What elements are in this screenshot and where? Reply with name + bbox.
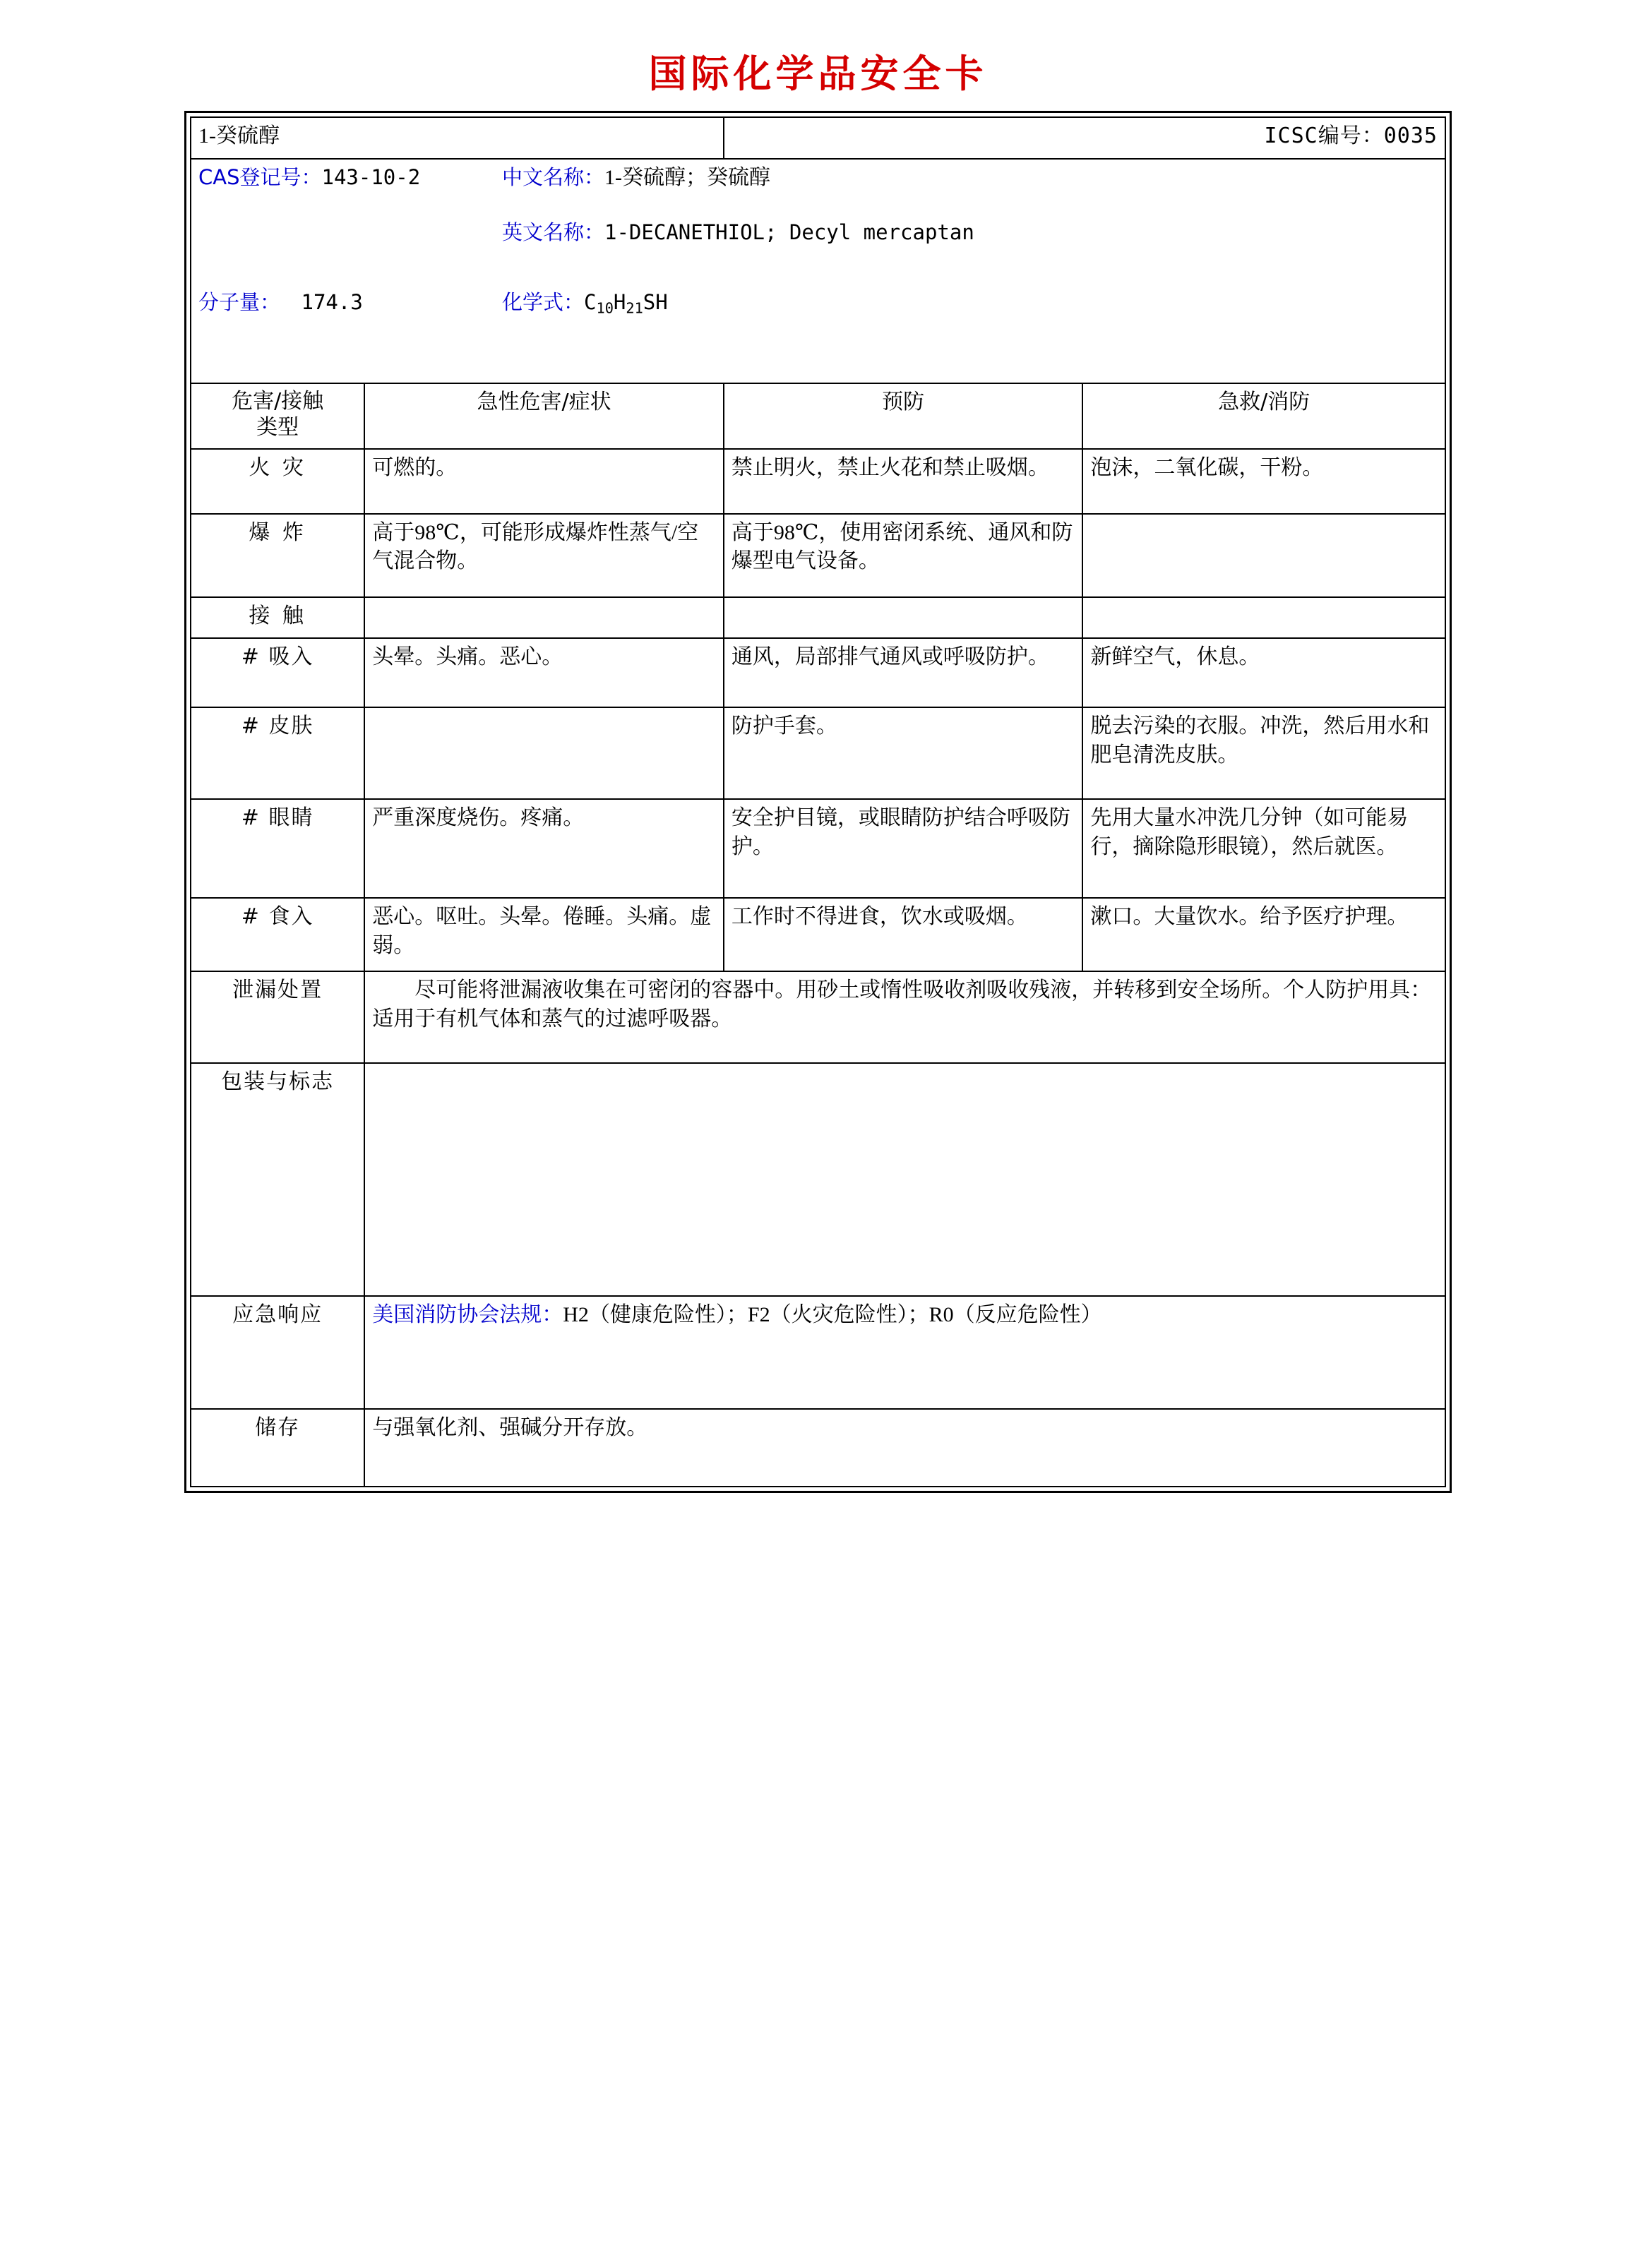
nfpa-values: H2（健康危险性）；F2（火灾危险性）；R0（反应危险性） (563, 1303, 1102, 1326)
column-header-prevention: 预防 (724, 383, 1083, 449)
table-row-eyes (191, 799, 1445, 898)
table-row-ingestion (191, 898, 1445, 971)
inhalation-prevention: 通风，局部排气通风或呼吸防护。 (724, 638, 1083, 707)
row-label-explosion: 爆 炸 (191, 514, 364, 597)
section-label-emergency: 应急响应 (191, 1296, 364, 1409)
fire-firstaid: 泡沫，二氧化碳，干粉。 (1082, 449, 1445, 514)
section-label-packaging: 包装与标志 (191, 1063, 364, 1296)
section-label-storage: 储存 (191, 1409, 364, 1487)
cas-label: CAS登记号： (198, 164, 322, 189)
ingestion-acute: 恶心。呕吐。头晕。倦睡。头痛。虚弱。 (364, 898, 724, 971)
identification-block (191, 159, 1445, 383)
molecular-weight-label: 分子量： (198, 289, 281, 314)
table-row-fire (191, 449, 1445, 514)
substance-name-top: 1-癸硫醇 (191, 117, 724, 159)
identification-row (191, 159, 1445, 383)
en-name-label: 英文名称： (502, 220, 605, 244)
cn-name-label: 中文名称： (502, 164, 605, 189)
table-row-skin (191, 707, 1445, 799)
table-row-exposure (191, 597, 1445, 639)
formula-sub-10: 10 (596, 299, 614, 317)
eyes-firstaid: 先用大量水冲洗几分钟（如可能易行，摘除隐形眼镜），然后就医。 (1082, 799, 1445, 898)
section-row-packaging (191, 1063, 1445, 1296)
packaging-text (364, 1063, 1445, 1296)
ingestion-firstaid: 漱口。大量饮水。给予医疗护理。 (1082, 898, 1445, 971)
icsc-number: 0035 (1383, 124, 1438, 148)
row-label-fire: 火 灾 (191, 449, 364, 514)
row-label-eyes: # 眼睛 (191, 799, 364, 898)
formula-part-c: C (584, 289, 597, 314)
row-label-inhalation: # 吸入 (191, 638, 364, 707)
section-row-storage (191, 1409, 1445, 1487)
safety-card-table (190, 116, 1446, 1487)
eyes-acute: 严重深度烧伤。疼痛。 (364, 799, 724, 898)
exposure-firstaid (1082, 597, 1445, 639)
exposure-prevention (724, 597, 1083, 639)
row-label-skin: # 皮肤 (191, 707, 364, 799)
formula-group (502, 289, 1438, 318)
row-label-exposure: 接 触 (191, 597, 364, 639)
cas-value: 143-10-2 (321, 164, 421, 189)
column-header-hazard-type (191, 383, 364, 449)
column-header-firstaid: 急救/消防 (1082, 383, 1445, 449)
molecular-weight-value: 174.3 (301, 289, 363, 314)
formula-label: 化学式： (502, 289, 585, 314)
formula-sub-21: 21 (626, 299, 643, 317)
nfpa-label: 美国消防协会法规： (372, 1302, 563, 1327)
formula-part-h: H (613, 289, 626, 314)
inhalation-acute: 头晕。头痛。恶心。 (364, 638, 724, 707)
formula-value (584, 289, 668, 317)
emergency-text-cell (364, 1296, 1445, 1409)
fire-acute: 可燃的。 (364, 449, 724, 514)
cn-name-value: 1-癸硫醇；癸硫醇 (604, 165, 771, 189)
hazard-type-line1: 危害/接触 (232, 388, 324, 414)
section-row-spill (191, 971, 1445, 1063)
formula-part-sh: SH (643, 289, 668, 314)
skin-prevention: 防护手套。 (724, 707, 1083, 799)
explosion-firstaid (1082, 514, 1445, 597)
explosion-prevention: 高于98℃，使用密闭系统、通风和防爆型电气设备。 (724, 514, 1083, 597)
row-label-ingestion: # 食入 (191, 898, 364, 971)
section-row-emergency (191, 1296, 1445, 1409)
en-name-line (198, 219, 1438, 248)
skin-acute (364, 707, 724, 799)
icsc-number-cell (724, 117, 1445, 159)
mw-group (198, 289, 502, 318)
skin-firstaid: 脱去污染的衣服。冲洗，然后用水和肥皂清洗皮肤。 (1082, 707, 1445, 799)
cn-name-group (502, 164, 1438, 193)
column-header-acute: 急性危害/症状 (364, 383, 724, 449)
en-name-value: 1-DECANETHIOL; Decyl mercaptan (604, 220, 974, 244)
storage-text: 与强氧化剂、强碱分开存放。 (364, 1409, 1445, 1487)
fire-prevention: 禁止明火，禁止火花和禁止吸烟。 (724, 449, 1083, 514)
en-name-spacer (198, 219, 502, 248)
mw-formula-line (198, 289, 1438, 318)
exposure-acute (364, 597, 724, 639)
card-header-row (191, 117, 1445, 159)
table-row-explosion (191, 514, 1445, 597)
inhalation-firstaid: 新鲜空气，休息。 (1082, 638, 1445, 707)
explosion-acute: 高于98℃，可能形成爆炸性蒸气/空气混合物。 (364, 514, 724, 597)
page-title: 国际化学品安全卡 (648, 51, 988, 96)
spill-text: 尽可能将泄漏液收集在可密闭的容器中。用砂土或惰性吸收剂吸收残液，并转移到安全场所。个人防护用具：适用于有机气体和蒸气的过滤呼吸器。 (364, 971, 1445, 1063)
en-name-group (502, 219, 1438, 248)
section-label-spill: 泄漏处置 (191, 971, 364, 1063)
hazard-type-line2: 类型 (256, 415, 299, 440)
eyes-prevention: 安全护目镜，或眼睛防护结合呼吸防护。 (724, 799, 1083, 898)
table-row-inhalation (191, 638, 1445, 707)
ingestion-prevention: 工作时不得进食，饮水或吸烟。 (724, 898, 1083, 971)
column-header-row (191, 383, 1445, 449)
cas-group (198, 164, 502, 193)
cas-and-cnname-line (198, 164, 1438, 193)
icsc-label: ICSC编号： (1264, 124, 1384, 148)
safety-card-frame (184, 111, 1452, 1493)
